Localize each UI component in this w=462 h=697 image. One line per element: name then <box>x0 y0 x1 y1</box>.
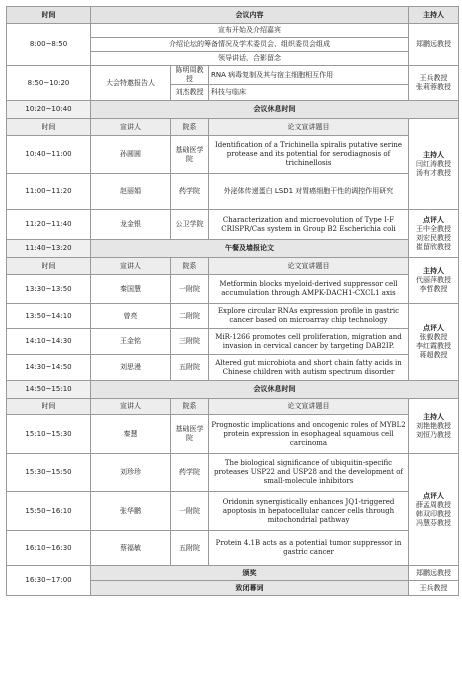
opening-item: 介绍论坛的筹备情况及学术委员会、组织委员会组成 <box>91 38 409 52</box>
talk-dept: 基础医学院 <box>171 415 209 454</box>
opening-host: 郑鹏远教授 <box>409 24 459 66</box>
lunch-label: 午餐及墙报论文 <box>91 240 409 258</box>
talk-speaker: 秦国慧 <box>91 275 171 304</box>
talk-title: Metformin blocks myeloid-derived suppressor cell accumulation through AMPK-DACH1-CXCL1 axis <box>209 275 409 304</box>
session2-reviewers: 点评人 张毅教授 李红霞教授 蒋超教授 <box>409 304 459 381</box>
sub-header-title: 论文宣讲题目 <box>209 399 409 415</box>
talk-time: 15:30~15:50 <box>7 454 91 492</box>
talk-dept: 公卫学院 <box>171 210 209 240</box>
talk-title: Protein 4.1B acts as a potential tumor suppressor in gastric cancer <box>209 531 409 566</box>
table-row <box>7 531 459 566</box>
session1-reviewers: 点评人 王中全教授 刘宏民教授 崔留欣教授 <box>409 210 459 258</box>
talk-time: 13:30~13:50 <box>7 275 91 304</box>
closing-speech: 致闭幕词 <box>91 581 409 596</box>
table-row <box>7 24 459 38</box>
talk-title: Altered gut microbiota and short chain fatty acids in Chinese children with autism spectrum disorder <box>209 355 409 381</box>
sub-header-dept: 院系 <box>171 399 209 415</box>
sub-header-title: 论文宣讲题目 <box>209 258 409 275</box>
talk-title: Oridonin synergistically enhances JQ1-triggered apoptosis in hepatocellular cancer cells through mitochondrial pathway <box>209 492 409 531</box>
opening-time: 8:00~8:50 <box>7 24 91 66</box>
keynote-title: 科技与临床 <box>209 85 409 101</box>
talk-title: The biological significance of ubiquitin-specific proteases USP22 and USP28 and the development of small-molecule inhibitors <box>209 454 409 492</box>
talk-speaker: 曾亮 <box>91 304 171 329</box>
table-row <box>7 415 459 454</box>
keynote-label: 大会特邀报告人 <box>91 66 171 101</box>
break-row <box>7 240 459 258</box>
lunch-time: 11:40~13:20 <box>7 240 91 258</box>
session3-reviewers: 点评人 薛孟周教授 韩双印教授 冯慧芬教授 <box>409 454 459 566</box>
session3-hosts: 主持人 刘艳艳教授 刘恒乃教授 <box>409 399 459 454</box>
talk-title: Characterization and microevolution of Type I-F CRISPR/Cas system in Group B2 Escherichia coli <box>209 210 409 240</box>
sub-header-speaker: 宣讲人 <box>91 258 171 275</box>
table-row <box>7 210 459 240</box>
talk-speaker: 刘珍珍 <box>91 454 171 492</box>
table-row <box>7 136 459 174</box>
session-header <box>7 119 459 136</box>
talk-title: Prognostic implications and oncogenic roles of MYBL2 protein expression in esophageal squamous cell carcinoma <box>209 415 409 454</box>
header-time: 时间 <box>7 7 91 24</box>
talk-time: 16:10~16:30 <box>7 531 91 566</box>
talk-dept: 一附院 <box>171 492 209 531</box>
talk-dept: 五附院 <box>171 531 209 566</box>
break-row <box>7 381 459 399</box>
closing-award: 颁奖 <box>91 566 409 581</box>
session-header <box>7 399 459 415</box>
closing-time: 16:30~17:00 <box>7 566 91 596</box>
talk-speaker: 刘思漫 <box>91 355 171 381</box>
session-header <box>7 258 459 275</box>
sub-header-title: 论文宣讲题目 <box>209 119 409 136</box>
talk-speaker: 龙金银 <box>91 210 171 240</box>
talk-speaker: 秦慧 <box>91 415 171 454</box>
talk-speaker: 蔡福敏 <box>91 531 171 566</box>
talk-speaker: 赵丽娟 <box>91 174 171 210</box>
talk-dept: 药学院 <box>171 174 209 210</box>
schedule-table <box>6 6 459 596</box>
talk-dept: 二附院 <box>171 304 209 329</box>
break-row <box>7 101 459 119</box>
sub-header-time: 时间 <box>7 119 91 136</box>
break1-time: 10:20~10:40 <box>7 101 91 119</box>
sub-header-dept: 院系 <box>171 258 209 275</box>
keynote-speaker: 陈明周教授 <box>171 66 209 85</box>
header-host: 主持人 <box>409 7 459 24</box>
talk-time: 11:00~11:20 <box>7 174 91 210</box>
sub-header-speaker: 宣讲人 <box>91 399 171 415</box>
talk-speaker: 王金铭 <box>91 329 171 355</box>
closing-host: 郑鹏远教授 <box>409 566 459 581</box>
closing-host: 王兵教授 <box>409 581 459 596</box>
table-row <box>7 454 459 492</box>
opening-item: 宣布开始及介绍嘉宾 <box>91 24 409 38</box>
sub-header-time: 时间 <box>7 399 91 415</box>
header-content: 会议内容 <box>91 7 409 24</box>
talk-dept: 药学院 <box>171 454 209 492</box>
talk-time: 14:30~14:50 <box>7 355 91 381</box>
talk-time: 14:10~14:30 <box>7 329 91 355</box>
table-row <box>7 355 459 381</box>
keynote-title: RNA 病毒复制及其与宿主细胞相互作用 <box>209 66 409 85</box>
keynote-hosts: 王兵教授 张莉蓉教授 <box>409 66 459 101</box>
table-row <box>7 174 459 210</box>
talk-speaker: 孙圆圆 <box>91 136 171 174</box>
talk-dept: 一附院 <box>171 275 209 304</box>
session2-hosts: 主持人 代丽萍教授 李哲教授 <box>409 258 459 304</box>
talk-time: 13:50~14:10 <box>7 304 91 329</box>
talk-dept: 三附院 <box>171 329 209 355</box>
talk-title: 外泌体传递蛋白 LSD1 对胃癌细胞干性的调控作用研究 <box>209 174 409 210</box>
break2-label: 会议休息时间 <box>91 381 459 399</box>
sub-header-dept: 院系 <box>171 119 209 136</box>
sub-header-time: 时间 <box>7 258 91 275</box>
talk-time: 11:20~11:40 <box>7 210 91 240</box>
talk-dept: 五附院 <box>171 355 209 381</box>
table-header <box>7 7 459 24</box>
table-row <box>7 304 459 329</box>
talk-title: Identification of a Trichinella spiralis putative serine protease and its potential for serodiagnosis of trichinellosis <box>209 136 409 174</box>
keynote-speaker: 刘杰教授 <box>171 85 209 101</box>
table-row <box>7 275 459 304</box>
break2-time: 14:50~15:10 <box>7 381 91 399</box>
talk-time: 15:50~16:10 <box>7 492 91 531</box>
table-row <box>7 492 459 531</box>
opening-item: 领导讲话，合影留念 <box>91 52 409 66</box>
break1-label: 会议休息时间 <box>91 101 459 119</box>
talk-title: Explore circular RNAs expression profile in gastric cancer based on microarray chip technology <box>209 304 409 329</box>
session1-hosts: 主持人 闫红涛教授 汤有才教授 <box>409 119 459 210</box>
table-row <box>7 66 459 85</box>
talk-speaker: 张华鹏 <box>91 492 171 531</box>
talk-time: 10:40~11:00 <box>7 136 91 174</box>
table-row <box>7 329 459 355</box>
keynote-time: 8:50~10:20 <box>7 66 91 101</box>
talk-title: MiR-1266 promotes cell proliferation, migration and invasion in cervical cancer by targeting DAB2IP. <box>209 329 409 355</box>
talk-dept: 基础医学院 <box>171 136 209 174</box>
table-row <box>7 566 459 581</box>
sub-header-speaker: 宣讲人 <box>91 119 171 136</box>
talk-time: 15:10~15:30 <box>7 415 91 454</box>
